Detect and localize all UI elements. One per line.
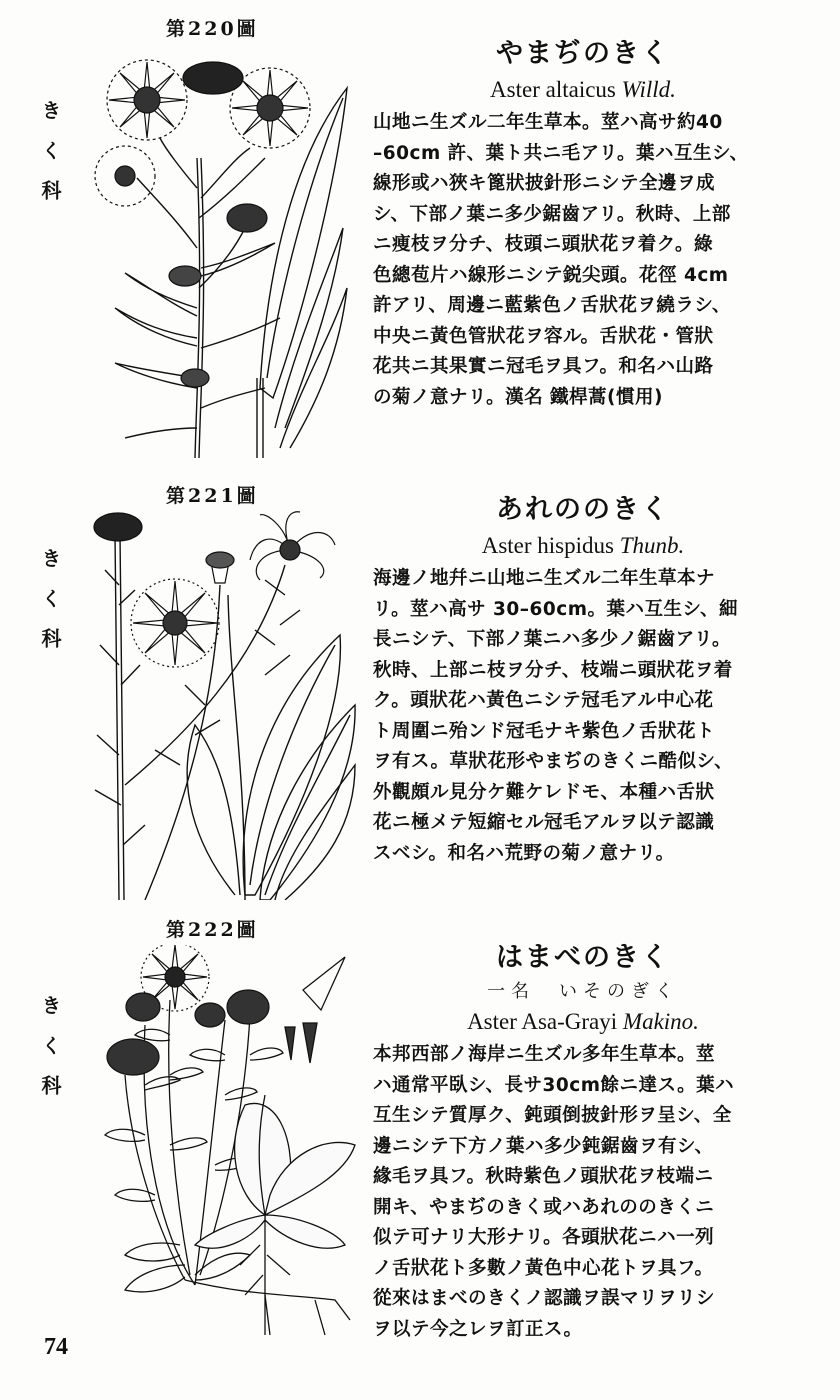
description-line: 花ニ極メテ短縮セル冠毛アルヲ以テ認識 xyxy=(373,812,715,833)
description-line: 中央ニ黃色管狀花ヲ容ル。舌狀花・管狀 xyxy=(373,325,714,347)
description-line: 長ニシテ、下部ノ葉ニハ多少ノ鋸齒アリ。 xyxy=(373,629,732,650)
description-line: ハ通常平臥シ、長サ30cm餘ニ達ス。葉ハ xyxy=(373,1074,735,1096)
description-line: ク。頭狀花ハ黃色ニシテ冠毛アル中心花 xyxy=(373,690,714,711)
description-line: 本邦西部ノ海岸ニ生ズル多年生草本。莖 xyxy=(373,1044,716,1065)
genus-species: Aster hispidus xyxy=(481,533,614,558)
description-line: 緣毛ヲ具フ。秋時紫色ノ頭狀花ヲ枝端ニ xyxy=(373,1166,714,1187)
entry-aster-hispidus xyxy=(373,490,793,869)
family-label-2: きく科 xyxy=(38,548,62,668)
entry-aster-altaicus xyxy=(373,34,793,413)
description-line: 從來はまべのきくノ認識ヲ誤マリヲリシ xyxy=(373,1288,716,1309)
page-number: 74 xyxy=(44,1334,68,1360)
author: Willd. xyxy=(621,77,676,102)
japanese-name: はまべのきく xyxy=(496,942,670,973)
scientific-name xyxy=(373,74,793,106)
author: Thunb. xyxy=(619,533,685,558)
description-line: 外觀頗ル見分ケ難ケレドモ、本種ハ舌狀 xyxy=(373,781,715,803)
aster-asa-grayi-illustration xyxy=(85,945,360,1340)
description-line: 秋時、上部ニ枝ヲ分チ、枝端ニ頭狀花ヲ着 xyxy=(373,659,733,681)
description-line: リ。莖ハ高サ 30–60cm。葉ハ互生シ、細 xyxy=(373,598,739,620)
aster-altaicus-illustration xyxy=(85,48,360,458)
author: Makino. xyxy=(622,1009,699,1034)
figure-label-221: 第221圖 xyxy=(166,485,259,507)
genus-species: Aster altaicus xyxy=(490,77,616,102)
description xyxy=(373,108,793,413)
description-line: スベシ。和名ハ荒野の菊ノ意ナリ。 xyxy=(373,842,675,864)
description-line: 邊ニシテ下方ノ葉ハ多少鈍鋸齒ヲ有シ、 xyxy=(373,1135,714,1157)
description-line: シ、下部ノ葉ニ多少鋸齒アリ。秋時、上部 xyxy=(373,203,731,225)
family-label-1: きく科 xyxy=(38,100,62,220)
figure-label-220: 第220圖 xyxy=(166,18,259,40)
japanese-name: やまぢのきく xyxy=(496,38,670,69)
description-line: 色總苞片ハ線形ニシテ鋭尖頭。花徑 4cm xyxy=(373,264,729,286)
description-line: 花共ニ其果實ニ冠毛ヲ具フ。和名ハ山路 xyxy=(373,356,714,377)
description-line: の菊ノ意ナリ。漢名 鐵桿蒿(慣用) xyxy=(373,386,663,408)
description xyxy=(373,1040,793,1345)
scientific-name xyxy=(373,530,793,562)
figure-label-222: 第222圖 xyxy=(166,919,259,941)
description-line: 海邊ノ地幷ニ山地ニ生ズル二年生草本ナ xyxy=(373,568,716,589)
description-line: 開キ、やまぢのきく或ハあれののきくニ xyxy=(373,1196,715,1218)
entry-aster-asa-grayi xyxy=(373,938,793,1345)
genus-species: Aster Asa-Grayi xyxy=(467,1009,618,1034)
japanese-name: あれののきく xyxy=(496,494,670,525)
description-line: ヲ以テ今之レヲ訂正ス。 xyxy=(373,1318,583,1340)
description-line: –60cm 許、葉ト共ニ毛アリ。葉ハ互生シ、 xyxy=(373,142,749,164)
family-label-3: きく科 xyxy=(38,995,62,1115)
alternate-name: 一名 いそのぎく xyxy=(487,981,679,1002)
description-line: 線形或ハ狹キ篦狀披針形ニシテ全邊ヲ成 xyxy=(373,173,716,194)
description xyxy=(373,564,793,869)
description-line: ト周圍ニ殆ンド冠毛ナキ紫色ノ舌狀花ト xyxy=(373,720,716,742)
description-line: 似テ可ナリ大形ナリ。各頭狀花ニハ一列 xyxy=(373,1227,715,1248)
description-line: 山地ニ生ズル二年生草本。莖ハ高サ約40 xyxy=(373,112,723,133)
description-line: ノ舌狀花ト多數ノ黃色中心花トヲ具フ。 xyxy=(373,1257,714,1279)
description-line: ニ痩枝ヲ分チ、枝頭ニ頭狀花ヲ着ク。綠 xyxy=(373,234,713,255)
scientific-name xyxy=(373,1006,793,1038)
description-line: ヲ有ス。草狀花形やまぢのきくニ酷似シ、 xyxy=(373,751,734,772)
description-line: 互生シテ質厚ク、鈍頭倒披針形ヲ呈シ、全 xyxy=(373,1105,732,1126)
description-line: 許アリ、周邊ニ藍紫色ノ舌狀花ヲ繞ラシ、 xyxy=(373,295,731,316)
aster-hispidus-illustration xyxy=(85,505,360,900)
